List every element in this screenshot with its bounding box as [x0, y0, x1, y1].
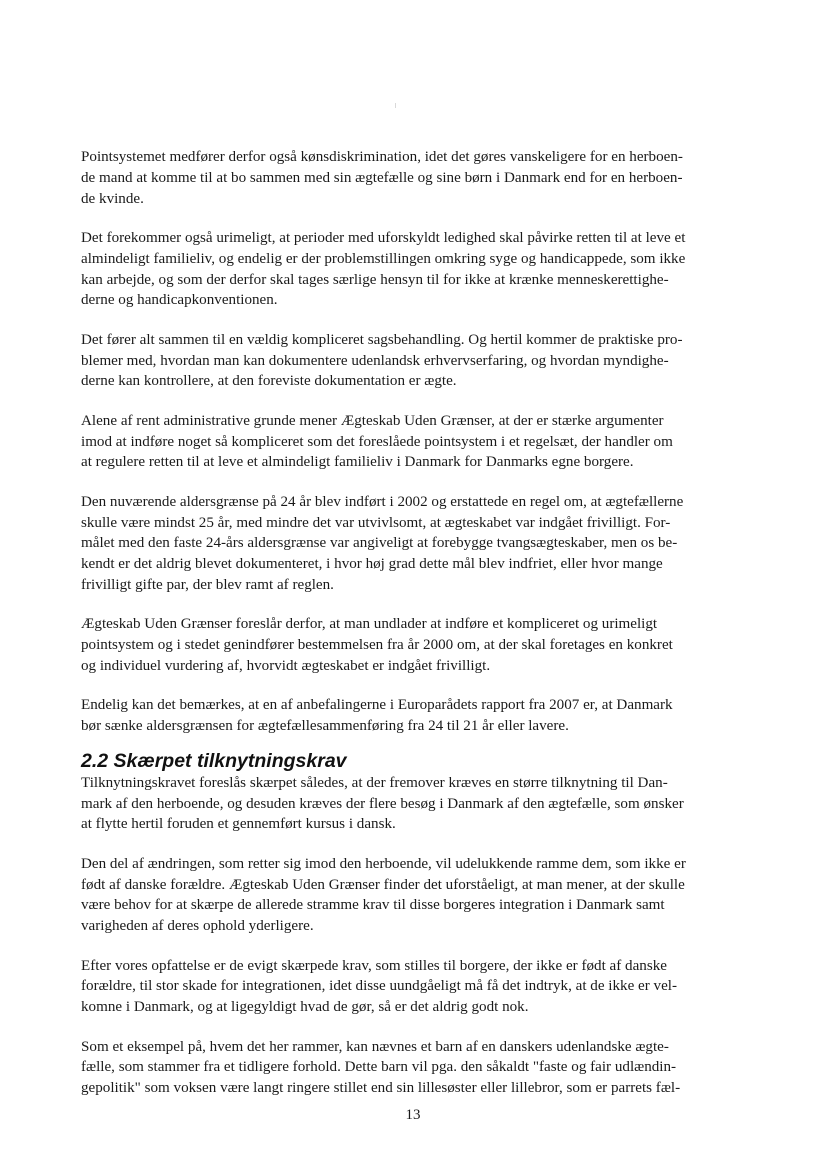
paragraph: [81, 228, 753, 311]
text-line: Pointsystemet medfører derfor også kønsdiskrimination, idet det gøres vanskeligere for en herboen-: [81, 149, 683, 165]
text-line: bør sænke aldersgrænsen for ægtefællesammenføring fra 24 til 21 år eller lavere.: [81, 718, 569, 735]
text-line: mark af den herboende, og desuden kræves der flere besøg i Danmark af den ægtefælle, som ønsker: [81, 795, 684, 812]
text-line: komne i Danmark, og at ligegyldigt hvad de gør, så er det aldrig godt nok.: [81, 999, 529, 1016]
text-line: Efter vores opfattelse er de evigt skærpede krav, som stilles til borgere, der ikke er født af danske: [81, 957, 667, 974]
paragraph: [81, 1037, 753, 1099]
section-heading: 2.2 Skærpet tilknytningskrav: [81, 749, 347, 772]
paragraph: [81, 695, 753, 737]
text-line: derne kan kontrollere, at den foreviste dokumentation er ægte.: [81, 373, 457, 390]
paragraph: [81, 330, 753, 392]
scan-artifact: [395, 103, 396, 108]
paragraph: [81, 492, 753, 596]
text-line: imod at indføre noget så kompliceret som det foreslåede pointsystem i et regelsæt, der handler om: [81, 433, 673, 450]
text-line: de mand at komme til at bo sammen med sin ægtefælle og sine børn i Danmark end for en herboen-: [81, 169, 683, 186]
text-line: og individuel vurdering af, hvorvidt ægteskabet er indgået frivilligt.: [81, 657, 491, 674]
text-line: Den del af ændringen, som retter sig imod den herboende, vil udelukkende ramme dem, som ikke er: [81, 855, 686, 872]
text-line: varigheden af deres ophold yderligere.: [81, 918, 314, 935]
page-number: 13: [405, 1107, 421, 1123]
paragraph: [81, 614, 753, 676]
text-line: Endelig kan det bemærkes, at en af anbefalingerne i Europarådets rapport fra 2007 er, at Danmark: [81, 697, 673, 714]
text-line: at flytte hertil foruden et gennemført kursus i dansk.: [81, 816, 396, 833]
text-line: Alene af rent administrative grunde mener Ægteskab Uden Grænser, at der er stærke argumenter: [81, 412, 664, 429]
text-line: de kvinde.: [81, 190, 144, 207]
text-line: være behov for at skærpe de allerede stramme krav til disse borgeres integration i Danmark samt: [81, 897, 665, 914]
section-after-heading: [81, 773, 753, 1099]
text-line: gepolitik" som voksen være langt ringere stillet end sin lillesøster eller lillebror, som er parrets fæl-: [81, 1080, 681, 1097]
text-line: målet med den faste 24-års aldersgrænse var angiveligt at forebygge tvangsægteskaber, men os be-: [81, 535, 678, 552]
text-line: forældre, til stor skade for integrationen, idet disse uundgåeligt må få det indtryk, at de ikke er vel-: [81, 978, 678, 995]
text-line: at regulere retten til at leve et almindeligt familieliv i Danmark for Danmarks egne borgere.: [81, 454, 634, 471]
text-line: Det forekommer også urimeligt, at perioder med uforskyldt ledighed skal påvirke retten til at leve et: [81, 229, 686, 246]
paragraph: [81, 956, 753, 1018]
paragraph: [81, 854, 753, 937]
text-line: blemer med, hvordan man kan dokumentere udenlandsk erhvervserfaring, og hvordan myndighe-: [81, 352, 669, 369]
text-line: Som et eksempel på, hvem det her rammer, kan nævnes et barn af en danskers udenlandske ægte-: [81, 1038, 669, 1055]
paragraph: [81, 147, 753, 209]
text-line: Ægteskab Uden Grænser foreslår derfor, at man undlader at indføre et kompliceret og urimeligt: [81, 616, 658, 633]
text-line: kan arbejde, og som der derfor skal tages særlige hensyn til for ikke at krænke menneskerettighe-: [81, 271, 669, 288]
text-line: Den nuværende aldersgrænse på 24 år blev indført i 2002 og erstattede en regel om, at ægtefællerne: [81, 493, 684, 510]
text-line: fælle, som stammer fra et tidligere forhold. Dette barn vil pga. den såkaldt "faste og fair udlændin-: [81, 1059, 677, 1076]
text-line: skulle være mindst 25 år, med mindre det var utvivlsomt, at ægteskabet var indgået frivilligt. For-: [81, 514, 671, 531]
page-body: [81, 147, 753, 1118]
paragraph: [81, 773, 753, 835]
text-line: pointsystem og i stedet genindfører bestemmelsen fra år 2000 om, at der skal foretages en konkret: [81, 637, 673, 654]
paragraph: [81, 411, 753, 473]
text-line: kendt er det aldrig blevet dokumenteret, i hvor høj grad dette mål blev indfriet, eller hvor mange: [81, 556, 663, 573]
section-before-heading: [81, 147, 753, 737]
text-line: født af danske forældre. Ægteskab Uden Grænser finder det uforståeligt, at man mener, at der skulle: [81, 876, 685, 893]
text-line: frivilligt gifte par, der blev ramt af reglen.: [81, 576, 334, 593]
text-line: derne og handicapkonventionen.: [81, 292, 278, 309]
text-line: Tilknytningskravet foreslås skærpet således, at der fremover kræves en større tilknytning til Dan-: [81, 774, 668, 791]
text-line: almindeligt familieliv, og endelig er der problemstillingen omkring syge og handicappede, som ikke: [81, 250, 686, 267]
text-line: Det fører alt sammen til en vældig kompliceret sagsbehandling. Og hertil kommer de praktiske pro-: [81, 331, 683, 348]
